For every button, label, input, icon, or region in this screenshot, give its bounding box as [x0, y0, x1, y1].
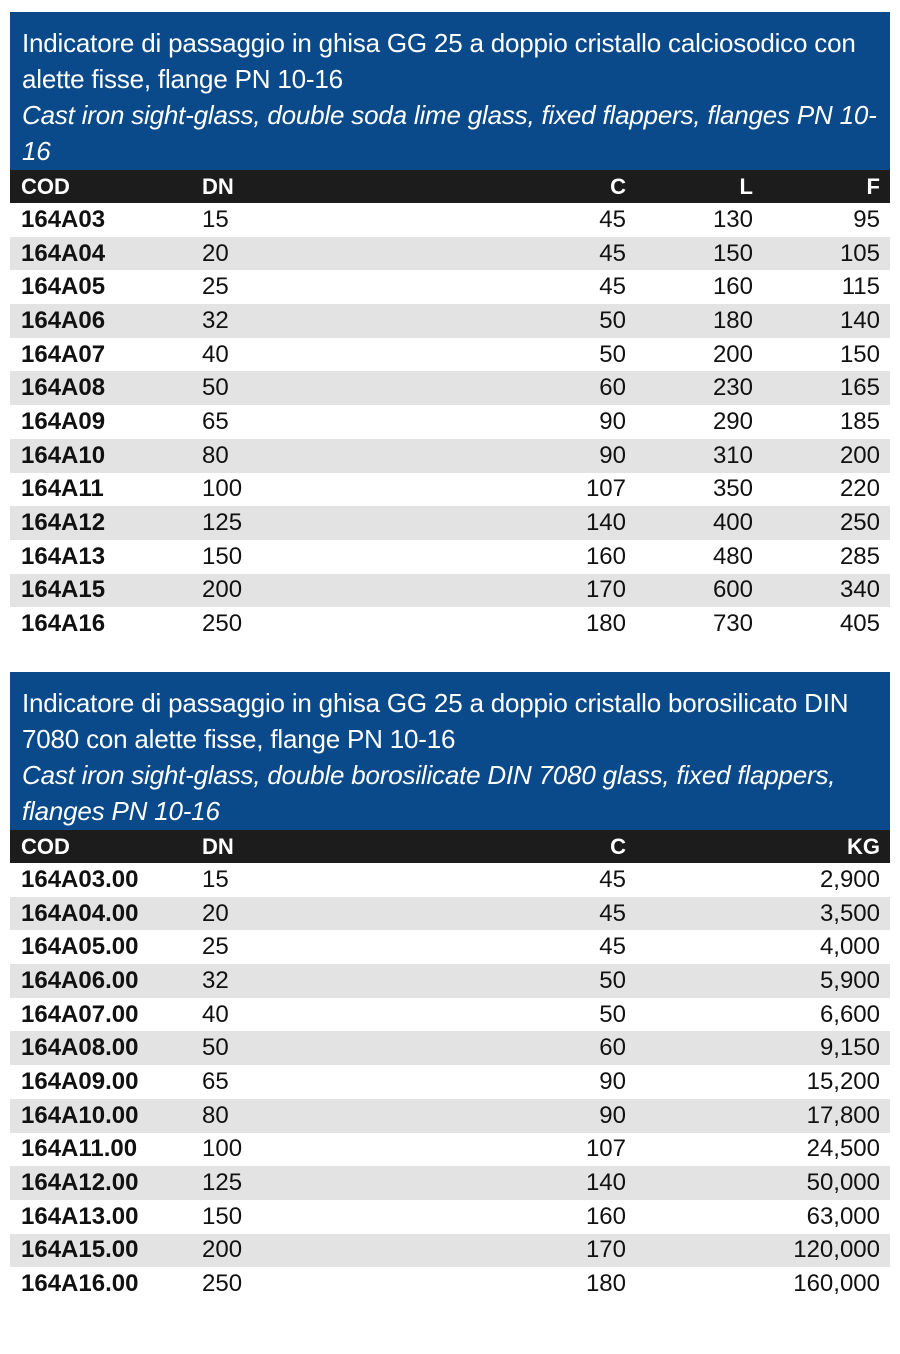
table1-cell-dn: 65	[202, 407, 229, 435]
table1-cell-f: 165	[839, 374, 880, 402]
table1-cell-c: 170	[585, 576, 626, 604]
table1-cell-c: 107	[585, 475, 626, 503]
table2-cell-cod: 164A12.00	[21, 1169, 139, 1197]
table2-cell-kg: 120,000	[793, 1236, 880, 1264]
table1-cell-l: 150	[712, 239, 753, 267]
table2-cell-dn: 250	[202, 1270, 243, 1298]
table2-cell-dn: 32	[202, 966, 229, 994]
table-row	[10, 371, 890, 405]
table2-cell-cod: 164A09.00	[21, 1067, 139, 1095]
table2-cell-dn: 40	[202, 1000, 229, 1028]
table1-cell-l: 180	[712, 306, 753, 334]
table2-cell-kg: 160,000	[793, 1270, 880, 1298]
table-row	[10, 473, 890, 507]
table-row	[10, 237, 890, 271]
table2-cell-kg: 5,900	[819, 966, 880, 994]
table2-cell-kg: 17,800	[806, 1101, 880, 1129]
table2-header	[10, 672, 890, 830]
table-row	[10, 506, 890, 540]
table1-cell-dn: 32	[202, 306, 229, 334]
table2-cell-c: 45	[599, 865, 626, 893]
table1-cell-cod: 164A08	[21, 374, 106, 402]
table-row	[10, 1133, 890, 1167]
table-row	[10, 1234, 890, 1268]
table2-cell-kg: 15,200	[806, 1067, 880, 1095]
table2-body	[10, 863, 890, 1301]
table1-cell-l: 290	[712, 407, 753, 435]
table1-header-dn: DN	[202, 173, 234, 199]
table1-cell-l: 200	[712, 340, 753, 368]
table1-cell-l: 160	[712, 273, 753, 301]
table-row	[10, 338, 890, 372]
table2-cell-kg: 63,000	[806, 1202, 880, 1230]
table1-cell-l: 600	[712, 576, 753, 604]
table2-cell-kg: 6,600	[819, 1000, 880, 1028]
table2-cell-c: 50	[599, 966, 626, 994]
table-row	[10, 270, 890, 304]
table2-cell-c: 90	[599, 1067, 626, 1095]
table2-cell-c: 90	[599, 1101, 626, 1129]
table1-cell-cod: 164A11	[21, 475, 104, 503]
table2-cell-c: 45	[599, 933, 626, 961]
table1-cell-dn: 25	[202, 273, 229, 301]
table1-cell-l: 230	[712, 374, 753, 402]
table-row	[10, 574, 890, 608]
table2-cell-c: 107	[585, 1135, 626, 1163]
table-row	[10, 1200, 890, 1234]
table2-cell-dn: 50	[202, 1034, 229, 1062]
table1-cell-cod: 164A16	[21, 610, 106, 638]
table1-cell-l: 400	[712, 509, 753, 537]
table1-cell-dn: 200	[202, 576, 243, 604]
table-row	[10, 1267, 890, 1301]
table1-cell-cod: 164A12	[21, 509, 106, 537]
table1-cell-f: 220	[839, 475, 880, 503]
table2-header-c: C	[610, 833, 626, 859]
table2-cell-cod: 164A04.00	[21, 899, 139, 927]
table2-cell-dn: 150	[202, 1202, 243, 1230]
table1-cell-cod: 164A13	[21, 542, 106, 570]
table1-cell-c: 45	[599, 239, 626, 267]
table2-cell-dn: 100	[202, 1135, 243, 1163]
table1-cell-dn: 40	[202, 340, 229, 368]
table2-cell-c: 140	[585, 1169, 626, 1197]
table1-cell-dn: 125	[202, 509, 243, 537]
table1-cell-f: 105	[839, 239, 880, 267]
table2-cell-kg: 24,500	[806, 1135, 880, 1163]
table1-cell-l: 730	[712, 610, 753, 638]
table2-cell-cod: 164A08.00	[21, 1034, 139, 1062]
table1-cell-c: 140	[585, 509, 626, 537]
table1-title-en: Cast iron sight-glass, double soda lime glass, fixed flappers, flanges PN 10-16	[22, 100, 877, 166]
table2-cell-c: 45	[599, 899, 626, 927]
table1-cell-f: 340	[839, 576, 880, 604]
table2-cell-c: 160	[585, 1202, 626, 1230]
table1-header-f: F	[866, 173, 880, 199]
table1-cell-f: 150	[839, 340, 880, 368]
table1-cell-l: 310	[712, 441, 753, 469]
table1-cell-dn: 80	[202, 441, 229, 469]
table1-body	[10, 203, 890, 641]
table1-cell-c: 50	[599, 340, 626, 368]
table1-cell-dn: 150	[202, 542, 243, 570]
table-row	[10, 964, 890, 998]
table2-cell-c: 180	[585, 1270, 626, 1298]
table2-cell-dn: 125	[202, 1169, 243, 1197]
table1-cell-f: 95	[853, 205, 880, 233]
table2-cell-cod: 164A07.00	[21, 1000, 139, 1028]
table2-cell-kg: 50,000	[806, 1169, 880, 1197]
table-row	[10, 897, 890, 931]
table2-header-dn: DN	[202, 833, 234, 859]
table-row	[10, 930, 890, 964]
table1-cell-l: 350	[712, 475, 753, 503]
table1-cell-f: 200	[839, 441, 880, 469]
table1-cell-f: 115	[841, 273, 880, 301]
table2-cell-c: 50	[599, 1000, 626, 1028]
table1-header-c: C	[610, 173, 626, 199]
table2-cell-cod: 164A16.00	[21, 1270, 139, 1298]
table1-cell-f: 140	[839, 306, 880, 334]
table1-cell-dn: 20	[202, 239, 229, 267]
table-row	[10, 1099, 890, 1133]
table1-cell-cod: 164A15	[21, 576, 106, 604]
table1-cell-f: 285	[839, 542, 880, 570]
table2-cell-kg: 4,000	[819, 933, 880, 961]
table1-title-it: Indicatore di passaggio in ghisa GG 25 a doppio cristallo calciosodico con alette fisse, flange PN 10-16	[22, 28, 856, 94]
table1-header	[10, 12, 890, 170]
table2-cell-c: 170	[585, 1236, 626, 1264]
table1-cell-c: 90	[599, 441, 626, 469]
table1-cell-l: 480	[712, 542, 753, 570]
table-row	[10, 998, 890, 1032]
table2-cell-cod: 164A03.00	[21, 865, 139, 893]
table1-cell-dn: 100	[202, 475, 243, 503]
table1-cell-c: 160	[585, 542, 626, 570]
table-row	[10, 1166, 890, 1200]
table2-title-en: Cast iron sight-glass, double borosilicate DIN 7080 glass, fixed flappers, flanges PN 10-16	[22, 760, 836, 826]
table2-cell-kg: 3,500	[819, 899, 880, 927]
table2-cell-cod: 164A06.00	[21, 966, 139, 994]
table-row	[10, 439, 890, 473]
table2-cell-cod: 164A05.00	[21, 933, 139, 961]
table2-cell-kg: 9,150	[819, 1034, 880, 1062]
table1-header-l: L	[739, 173, 753, 199]
table-row	[10, 607, 890, 641]
table2-cell-dn: 65	[202, 1067, 229, 1095]
table2-cell-dn: 15	[202, 865, 229, 893]
table1-cell-cod: 164A07	[21, 340, 106, 368]
table-row	[10, 203, 890, 237]
table1-cell-c: 50	[599, 306, 626, 334]
table1-cell-cod: 164A05	[21, 273, 106, 301]
table-row	[10, 863, 890, 897]
table-row	[10, 304, 890, 338]
table1-header-cod: COD	[21, 173, 70, 199]
table1-column-headers	[10, 170, 890, 203]
table2-cell-cod: 164A15.00	[21, 1236, 139, 1264]
table2-header-cod: COD	[21, 833, 70, 859]
table2-cell-c: 60	[599, 1034, 626, 1062]
table1-cell-cod: 164A09	[21, 407, 106, 435]
table1-cell-cod: 164A10	[21, 441, 106, 469]
table1-cell-dn: 50	[202, 374, 229, 402]
table1-cell-f: 185	[839, 407, 880, 435]
table1-cell-c: 45	[599, 273, 626, 301]
table1-cell-cod: 164A04	[21, 239, 106, 267]
table2-cell-dn: 200	[202, 1236, 243, 1264]
table2-column-headers	[10, 830, 890, 863]
table-row	[10, 405, 890, 439]
table-row	[10, 1031, 890, 1065]
table1-cell-c: 180	[585, 610, 626, 638]
table-row	[10, 540, 890, 574]
table2-cell-dn: 80	[202, 1101, 229, 1129]
table1-cell-dn: 15	[202, 205, 229, 233]
sight-glass-borosilicate-table	[10, 672, 890, 1301]
table2-cell-cod: 164A13.00	[21, 1202, 139, 1230]
table1-cell-c: 60	[599, 374, 626, 402]
table2-title-it: Indicatore di passaggio in ghisa GG 25 a doppio cristallo borosilicato DIN 7080 con alette fisse, flange PN 10-16	[22, 688, 849, 754]
table2-cell-cod: 164A10.00	[21, 1101, 139, 1129]
table2-cell-dn: 20	[202, 899, 229, 927]
sight-glass-soda-lime-table	[10, 12, 890, 641]
table1-cell-dn: 250	[202, 610, 243, 638]
table1-cell-f: 250	[839, 509, 880, 537]
table1-cell-cod: 164A03	[21, 205, 106, 233]
table1-cell-l: 130	[712, 205, 753, 233]
table2-cell-cod: 164A11.00	[21, 1135, 138, 1163]
table1-cell-c: 90	[599, 407, 626, 435]
table-row	[10, 1065, 890, 1099]
table2-cell-dn: 25	[202, 933, 229, 961]
table1-cell-c: 45	[599, 205, 626, 233]
table2-cell-kg: 2,900	[819, 865, 880, 893]
table1-cell-cod: 164A06	[21, 306, 106, 334]
table2-header-kg: KG	[847, 833, 880, 859]
table1-cell-f: 405	[839, 610, 880, 638]
